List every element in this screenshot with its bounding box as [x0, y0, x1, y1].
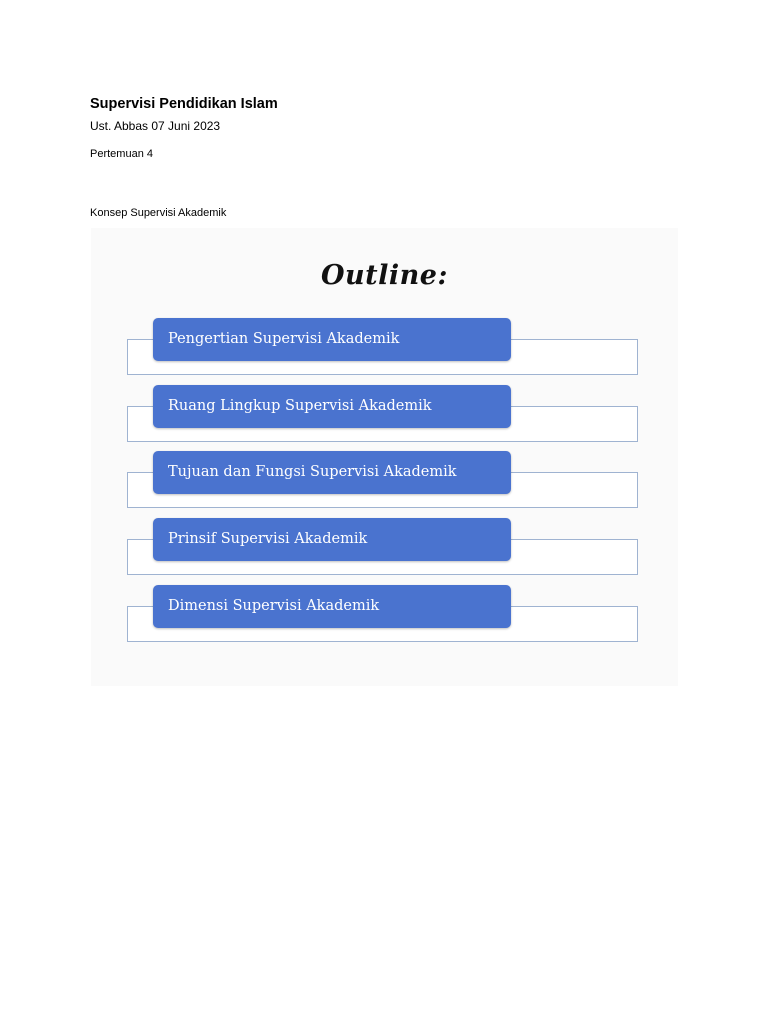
outline-row — [91, 451, 678, 511]
author-date: Ust. Abbas 07 Juni 2023 — [90, 119, 221, 133]
outline-heading: Outline: — [321, 260, 448, 291]
outline-row — [91, 385, 678, 445]
outline-item-prinsif[interactable]: Prinsif Supervisi Akademik — [153, 518, 511, 561]
outline-row — [91, 585, 678, 645]
topic-label: Konsep Supervisi Akademik — [90, 207, 227, 219]
outline-item-tujuan-fungsi[interactable]: Tujuan dan Fungsi Supervisi Akademik — [153, 451, 511, 494]
outline-item-pengertian[interactable]: Pengertian Supervisi Akademik — [153, 318, 511, 361]
document-title: Supervisi Pendidikan Islam — [90, 96, 278, 112]
meeting-label: Pertemuan 4 — [90, 148, 153, 160]
outline-item-dimensi[interactable]: Dimensi Supervisi Akademik — [153, 585, 511, 628]
outline-row — [91, 518, 678, 578]
outline-slide — [91, 228, 678, 686]
outline-row — [91, 318, 678, 378]
outline-item-ruang-lingkup[interactable]: Ruang Lingkup Supervisi Akademik — [153, 385, 511, 428]
